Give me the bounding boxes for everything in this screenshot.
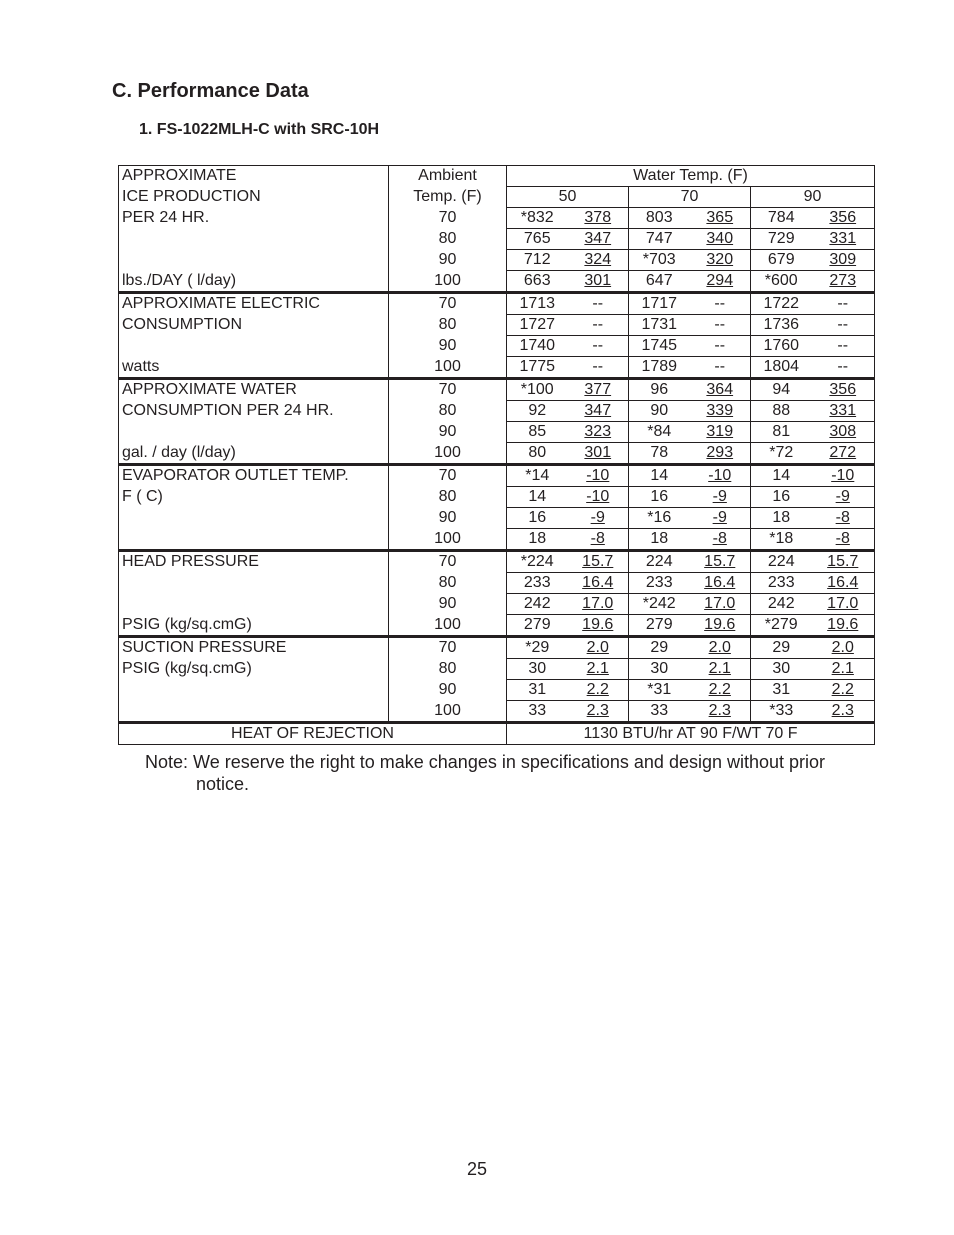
- value-imperial: 1760: [751, 336, 812, 357]
- row-label: F ( C): [119, 487, 389, 508]
- value-metric: 301: [568, 271, 629, 293]
- water-col-70: 70: [629, 187, 751, 208]
- row-label: CONSUMPTION PER 24 HR.: [119, 401, 389, 422]
- row-label: [119, 529, 389, 551]
- table-row: [119, 529, 875, 551]
- note: [145, 751, 865, 795]
- ambient-temp: 90: [389, 422, 507, 443]
- value-imperial: *16: [629, 508, 690, 529]
- value-imperial: 14: [507, 487, 568, 508]
- value-metric: 319: [690, 422, 751, 443]
- value-metric: 301: [568, 443, 629, 465]
- value-metric: --: [568, 336, 629, 357]
- row-label: [119, 701, 389, 723]
- value-imperial: 80: [507, 443, 568, 465]
- header-row-2: [119, 187, 875, 208]
- value-imperial: 1789: [629, 357, 690, 379]
- value-imperial: *29: [507, 637, 568, 659]
- value-metric: --: [812, 315, 875, 336]
- ambient-temp: 80: [389, 573, 507, 594]
- row-label: EVAPORATOR OUTLET TEMP.: [119, 465, 389, 487]
- value-imperial: 647: [629, 271, 690, 293]
- value-metric: 377: [568, 379, 629, 401]
- water-temp-header: Water Temp. (F): [507, 166, 875, 187]
- table-row: [119, 465, 875, 487]
- value-metric: -8: [812, 508, 875, 529]
- value-metric: 365: [690, 208, 751, 229]
- value-imperial: 1717: [629, 293, 690, 315]
- row-label: [119, 229, 389, 250]
- ambient-temp: 70: [389, 379, 507, 401]
- value-metric: 2.1: [812, 659, 875, 680]
- table-row: [119, 229, 875, 250]
- value-imperial: 729: [751, 229, 812, 250]
- header-label-line-1: APPROXIMATE: [119, 166, 389, 187]
- value-metric: -10: [812, 465, 875, 487]
- row-label: PSIG (kg/sq.cmG): [119, 659, 389, 680]
- row-label: [119, 573, 389, 594]
- table-row: [119, 701, 875, 723]
- ambient-temp: 80: [389, 487, 507, 508]
- table-row: [119, 594, 875, 615]
- value-metric: 2.3: [690, 701, 751, 723]
- ambient-temp: 100: [389, 701, 507, 723]
- value-metric: --: [690, 293, 751, 315]
- value-imperial: 679: [751, 250, 812, 271]
- value-metric: 331: [812, 401, 875, 422]
- value-metric: 323: [568, 422, 629, 443]
- value-metric: -8: [568, 529, 629, 551]
- water-col-50: 50: [507, 187, 629, 208]
- note-line-1: Note: We reserve the right to make changes in specifications and design without prior: [145, 752, 826, 772]
- value-imperial: 1745: [629, 336, 690, 357]
- row-label: [119, 680, 389, 701]
- value-imperial: 30: [751, 659, 812, 680]
- value-imperial: *100: [507, 379, 568, 401]
- value-metric: 16.4: [690, 573, 751, 594]
- value-imperial: 78: [629, 443, 690, 465]
- value-imperial: 784: [751, 208, 812, 229]
- ambient-temp: 100: [389, 615, 507, 637]
- row-label: SUCTION PRESSURE: [119, 637, 389, 659]
- value-metric: 339: [690, 401, 751, 422]
- value-imperial: 16: [629, 487, 690, 508]
- value-metric: 356: [812, 379, 875, 401]
- value-imperial: 14: [751, 465, 812, 487]
- heat-of-rejection-label: HEAT OF REJECTION: [119, 723, 507, 745]
- value-imperial: 1804: [751, 357, 812, 379]
- value-metric: -10: [568, 487, 629, 508]
- value-imperial: 233: [507, 573, 568, 594]
- heat-of-rejection-row: [119, 723, 875, 745]
- value-imperial: 88: [751, 401, 812, 422]
- ambient-temp: 70: [389, 637, 507, 659]
- value-imperial: *703: [629, 250, 690, 271]
- value-imperial: *31: [629, 680, 690, 701]
- note-line-2: notice.: [196, 774, 250, 794]
- value-imperial: 31: [507, 680, 568, 701]
- value-imperial: 1775: [507, 357, 568, 379]
- row-label: lbs./DAY ( l/day): [119, 271, 389, 293]
- ambient-header-line-1: Ambient: [389, 166, 507, 187]
- value-imperial: 224: [751, 551, 812, 573]
- value-metric: 16.4: [568, 573, 629, 594]
- value-imperial: 94: [751, 379, 812, 401]
- row-label: APPROXIMATE ELECTRIC: [119, 293, 389, 315]
- value-imperial: 663: [507, 271, 568, 293]
- value-imperial: 712: [507, 250, 568, 271]
- value-imperial: 29: [629, 637, 690, 659]
- value-metric: 364: [690, 379, 751, 401]
- value-imperial: 242: [751, 594, 812, 615]
- value-imperial: 33: [629, 701, 690, 723]
- value-imperial: *279: [751, 615, 812, 637]
- value-imperial: 85: [507, 422, 568, 443]
- row-label: gal. / day (l/day): [119, 443, 389, 465]
- value-metric: 19.6: [568, 615, 629, 637]
- value-imperial: *600: [751, 271, 812, 293]
- table-row: [119, 315, 875, 336]
- table-row: [119, 615, 875, 637]
- ambient-temp: 70: [389, 465, 507, 487]
- ambient-temp: 80: [389, 315, 507, 336]
- table-row: [119, 573, 875, 594]
- value-imperial: 803: [629, 208, 690, 229]
- ambient-temp: 90: [389, 508, 507, 529]
- value-imperial: 1736: [751, 315, 812, 336]
- ambient-temp: 90: [389, 336, 507, 357]
- value-metric: 378: [568, 208, 629, 229]
- table-row: [119, 487, 875, 508]
- value-metric: 293: [690, 443, 751, 465]
- value-imperial: 1713: [507, 293, 568, 315]
- value-metric: 2.1: [568, 659, 629, 680]
- table-row: [119, 422, 875, 443]
- value-metric: 15.7: [568, 551, 629, 573]
- value-metric: -8: [690, 529, 751, 551]
- value-metric: 347: [568, 401, 629, 422]
- value-metric: 2.0: [690, 637, 751, 659]
- value-imperial: 1722: [751, 293, 812, 315]
- table-row: [119, 508, 875, 529]
- ambient-temp: 90: [389, 680, 507, 701]
- value-metric: 2.2: [690, 680, 751, 701]
- table-row: [119, 293, 875, 315]
- row-label: [119, 250, 389, 271]
- value-metric: 15.7: [812, 551, 875, 573]
- value-imperial: 14: [629, 465, 690, 487]
- value-metric: 2.0: [568, 637, 629, 659]
- value-metric: 2.3: [568, 701, 629, 723]
- value-imperial: 233: [629, 573, 690, 594]
- value-metric: --: [812, 293, 875, 315]
- row-label: [119, 594, 389, 615]
- value-imperial: 96: [629, 379, 690, 401]
- table-row: [119, 659, 875, 680]
- value-metric: --: [568, 293, 629, 315]
- value-imperial: 18: [629, 529, 690, 551]
- section-title: C. Performance Data: [112, 80, 309, 102]
- header-row-1: [119, 166, 875, 187]
- value-imperial: 1731: [629, 315, 690, 336]
- value-imperial: 30: [507, 659, 568, 680]
- table-row: [119, 250, 875, 271]
- value-imperial: 765: [507, 229, 568, 250]
- table-row: [119, 637, 875, 659]
- row-label: HEAD PRESSURE: [119, 551, 389, 573]
- ambient-temp: 100: [389, 443, 507, 465]
- value-metric: 17.0: [568, 594, 629, 615]
- heat-of-rejection-value: 1130 BTU/hr AT 90 F/WT 70 F: [507, 723, 875, 745]
- ambient-temp: 80: [389, 229, 507, 250]
- table-row: [119, 680, 875, 701]
- row-label: [119, 422, 389, 443]
- value-imperial: 16: [751, 487, 812, 508]
- ambient-temp: 100: [389, 357, 507, 379]
- table-row: [119, 271, 875, 293]
- value-metric: -9: [690, 508, 751, 529]
- ambient-temp: 100: [389, 271, 507, 293]
- ambient-temp: 80: [389, 401, 507, 422]
- value-metric: -9: [690, 487, 751, 508]
- value-imperial: 1740: [507, 336, 568, 357]
- ambient-temp: 70: [389, 293, 507, 315]
- value-imperial: 29: [751, 637, 812, 659]
- value-metric: --: [690, 315, 751, 336]
- value-metric: 17.0: [690, 594, 751, 615]
- ambient-temp: 100: [389, 529, 507, 551]
- water-col-90: 90: [751, 187, 875, 208]
- row-label: CONSUMPTION: [119, 315, 389, 336]
- sub-title: 1. FS-1022MLH-C with SRC-10H: [139, 121, 380, 138]
- value-metric: 2.0: [812, 637, 875, 659]
- performance-data-table: [118, 165, 875, 745]
- value-imperial: *14: [507, 465, 568, 487]
- value-metric: --: [690, 357, 751, 379]
- header-label-line-2: ICE PRODUCTION: [119, 187, 389, 208]
- ambient-header-line-2: Temp. (F): [389, 187, 507, 208]
- value-imperial: 90: [629, 401, 690, 422]
- row-label: [119, 336, 389, 357]
- value-imperial: *33: [751, 701, 812, 723]
- value-imperial: *72: [751, 443, 812, 465]
- value-metric: -10: [568, 465, 629, 487]
- value-metric: --: [812, 336, 875, 357]
- value-metric: --: [690, 336, 751, 357]
- value-metric: 331: [812, 229, 875, 250]
- table-row: [119, 551, 875, 573]
- value-metric: 347: [568, 229, 629, 250]
- row-label: PER 24 HR.: [119, 208, 389, 229]
- row-label: watts: [119, 357, 389, 379]
- value-metric: 273: [812, 271, 875, 293]
- ambient-temp: 70: [389, 551, 507, 573]
- value-metric: 2.2: [568, 680, 629, 701]
- page-number: 25: [466, 1159, 488, 1179]
- table-row: [119, 357, 875, 379]
- value-metric: 309: [812, 250, 875, 271]
- table-row: [119, 208, 875, 229]
- value-imperial: 279: [507, 615, 568, 637]
- value-imperial: 16: [507, 508, 568, 529]
- value-imperial: *84: [629, 422, 690, 443]
- value-imperial: 279: [629, 615, 690, 637]
- value-metric: 2.2: [812, 680, 875, 701]
- value-imperial: 747: [629, 229, 690, 250]
- value-metric: 16.4: [812, 573, 875, 594]
- value-metric: --: [568, 357, 629, 379]
- value-metric: 324: [568, 250, 629, 271]
- value-metric: 320: [690, 250, 751, 271]
- value-imperial: *242: [629, 594, 690, 615]
- ambient-temp: 80: [389, 659, 507, 680]
- value-metric: 2.3: [812, 701, 875, 723]
- table-row: [119, 336, 875, 357]
- row-label: APPROXIMATE WATER: [119, 379, 389, 401]
- value-metric: 19.6: [812, 615, 875, 637]
- table-row: [119, 401, 875, 422]
- ambient-temp: 90: [389, 250, 507, 271]
- value-metric: -8: [812, 529, 875, 551]
- value-metric: -10: [690, 465, 751, 487]
- value-imperial: 30: [629, 659, 690, 680]
- value-imperial: 233: [751, 573, 812, 594]
- row-label: PSIG (kg/sq.cmG): [119, 615, 389, 637]
- value-metric: 17.0: [812, 594, 875, 615]
- value-imperial: 18: [751, 508, 812, 529]
- value-metric: 308: [812, 422, 875, 443]
- ambient-temp: 70: [389, 208, 507, 229]
- value-metric: 2.1: [690, 659, 751, 680]
- value-metric: 294: [690, 271, 751, 293]
- value-metric: 272: [812, 443, 875, 465]
- value-imperial: 31: [751, 680, 812, 701]
- value-imperial: 18: [507, 529, 568, 551]
- value-metric: 340: [690, 229, 751, 250]
- value-imperial: *224: [507, 551, 568, 573]
- value-metric: 15.7: [690, 551, 751, 573]
- value-metric: 356: [812, 208, 875, 229]
- value-metric: --: [812, 357, 875, 379]
- table-row: [119, 443, 875, 465]
- value-imperial: 81: [751, 422, 812, 443]
- row-label: [119, 508, 389, 529]
- value-metric: --: [568, 315, 629, 336]
- table-body: [119, 166, 875, 745]
- value-metric: -9: [568, 508, 629, 529]
- value-imperial: 33: [507, 701, 568, 723]
- value-metric: 19.6: [690, 615, 751, 637]
- value-imperial: 92: [507, 401, 568, 422]
- value-imperial: 1727: [507, 315, 568, 336]
- table-row: [119, 379, 875, 401]
- value-imperial: 242: [507, 594, 568, 615]
- value-imperial: 224: [629, 551, 690, 573]
- value-imperial: *832: [507, 208, 568, 229]
- value-metric: -9: [812, 487, 875, 508]
- ambient-temp: 90: [389, 594, 507, 615]
- value-imperial: *18: [751, 529, 812, 551]
